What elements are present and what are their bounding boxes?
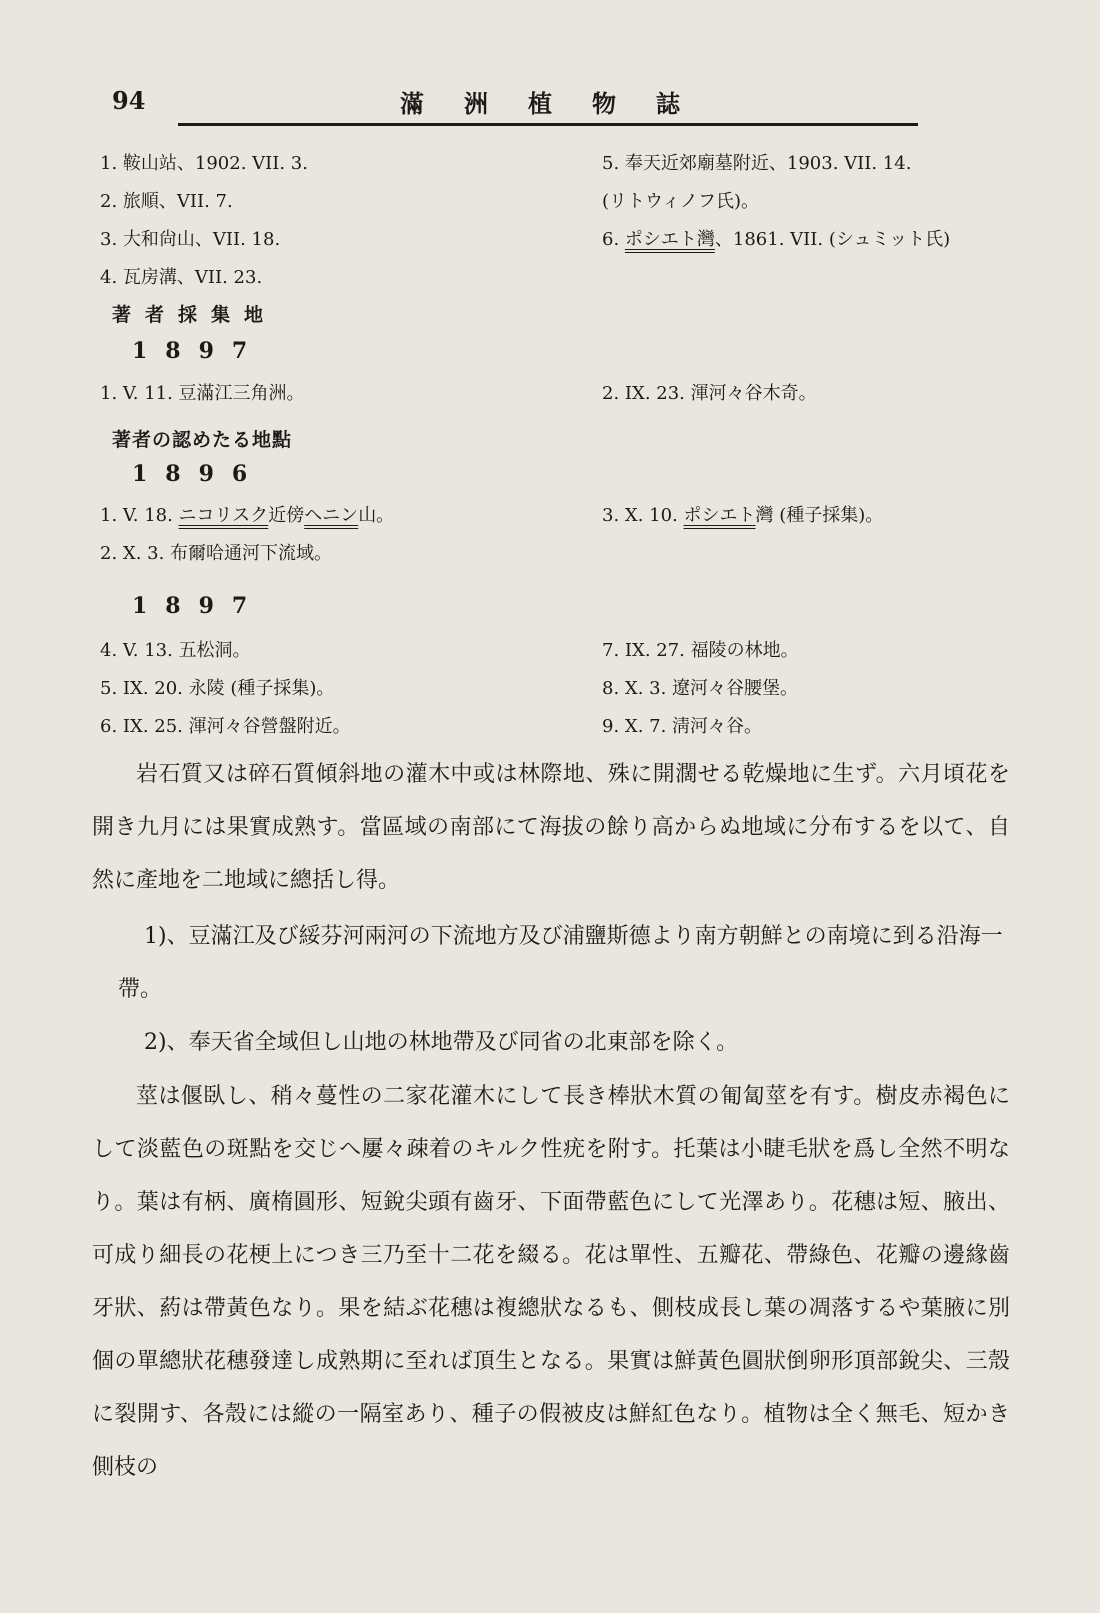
locality-entry <box>100 497 394 535</box>
distribution-item-2: 2)、奉天省全域但し山地の林地帶及び同省の北東部を除く。 <box>144 1030 739 1055</box>
locality-entry: 5. IX. 20. 永陵 (種子採集)。 <box>100 678 335 699</box>
year-heading: 1897 <box>132 593 266 619</box>
page-number: 94 <box>112 86 146 115</box>
locality-entry: 4. V. 13. 五松洞。 <box>100 640 251 661</box>
locality-entry <box>602 221 950 259</box>
locality-entry: 2. 旅順、VII. 7. <box>100 191 233 212</box>
locality-column-right <box>602 632 799 746</box>
locality-entry: 3. 大和尙山、VII. 18. <box>100 229 281 250</box>
entry-number: 6. <box>602 229 625 250</box>
locality-entry: 4. 瓦房溝、VII. 23. <box>100 267 263 288</box>
locality-entry: 7. IX. 27. 福陵の林地。 <box>602 640 799 661</box>
locality-column-right <box>602 497 883 535</box>
locality-entry: (リトウィノフ氏)。 <box>602 191 759 212</box>
entry-number: 3. X. 10. <box>602 505 684 526</box>
locality-entry <box>602 497 883 535</box>
underlined-placename: ヘニン <box>304 505 359 526</box>
section-heading-author-collected: 著者採集地 <box>112 304 278 326</box>
page-header <box>0 0 1100 140</box>
locality-column-left <box>100 632 351 746</box>
locality-entry: 2. IX. 23. 渾河々谷木奇。 <box>602 383 817 404</box>
locality-entry: 5. 奉天近郊廟墓附近、1903. VII. 14. <box>602 153 912 174</box>
entry-text: 山。 <box>358 505 395 526</box>
locality-entry: 1. V. 11. 豆滿江三角洲。 <box>100 383 305 404</box>
locality-entry: 6. IX. 25. 渾河々谷營盤附近。 <box>100 716 351 737</box>
locality-entry: 1. 鞍山站、1902. VII. 3. <box>100 153 308 174</box>
locality-entry: 9. X. 7. 淸河々谷。 <box>602 716 763 737</box>
locality-column-right <box>602 145 950 259</box>
year-heading: 1896 <box>132 461 266 487</box>
locality-entry: 2. X. 3. 布爾哈通河下流域。 <box>100 543 333 564</box>
underlined-placename: ポシエト灣 <box>624 229 715 250</box>
underlined-placename: ニコリスク <box>178 505 269 526</box>
locality-column-left <box>100 497 394 573</box>
entry-text: 近傍 <box>268 505 305 526</box>
habitat-paragraph: 岩石質又は碎石質傾斜地の灌木中或は林際地、殊に開濶せる乾燥地に生ず。六月頃花を開き九月には果實成熟す。當區域の南部にて海拔の餘り高からぬ地域に分布するを以て、自然に產地を二地域に總括し得。 <box>92 762 1010 893</box>
running-title: 滿洲植物誌 <box>400 89 720 118</box>
description-paragraph: 莖は偃臥し、稍々蔓性の二家花灌木にして長き棒狀木質の匍匐莖を有す。樹皮赤褐色にして淡藍色の斑點を交じへ屢々疎着のキルク性疣を附す。托葉は小睫毛狀を爲し全然不明なり。葉は有柄、廣楕圓形、短銳尖頭有齒牙、下面帶藍色にして光澤あり。花穗は短、腋出、可成り細長の花梗上につき三乃至十二花を綴る。花は單性、五瓣花、帶綠色、花瓣の邊緣齒牙狀、葯は帶黃色なり。果を結ぶ花穗は複總狀なるも、側枝成長し葉の凋落するや葉腋に別個の單總狀花穗發達し成熟期に至れば頂生となる。果實は鮮黃色圓狀倒卵形頂部銳尖、三殼に裂開す、各殼には縱の一隔室あり、種子の假被皮は鮮紅色なり。植物は全く無毛、短かき側枝の <box>92 1084 1010 1480</box>
underlined-placename: ポシエト <box>683 505 756 526</box>
locality-entry: 8. X. 3. 遼河々谷腰堡。 <box>602 678 799 699</box>
section-heading-author-observed: 著者の認めたる地點 <box>112 429 293 451</box>
entry-number: 1. V. 18. <box>100 505 179 526</box>
locality-column-left <box>100 145 308 297</box>
year-heading: 1897 <box>132 338 266 364</box>
header-rule <box>178 123 918 126</box>
distribution-item-1: 1)、豆滿江及び綏芬河兩河の下流地方及び浦鹽斯德より南方朝鮮との南境に到る沿海一帶。 <box>118 924 1003 1002</box>
entry-text: 灣 (種子採集)。 <box>755 505 884 526</box>
locality-column-right <box>602 375 817 413</box>
locality-column-left <box>100 375 305 413</box>
entry-text: 、1861. VII. (シュミット氏) <box>714 229 951 250</box>
